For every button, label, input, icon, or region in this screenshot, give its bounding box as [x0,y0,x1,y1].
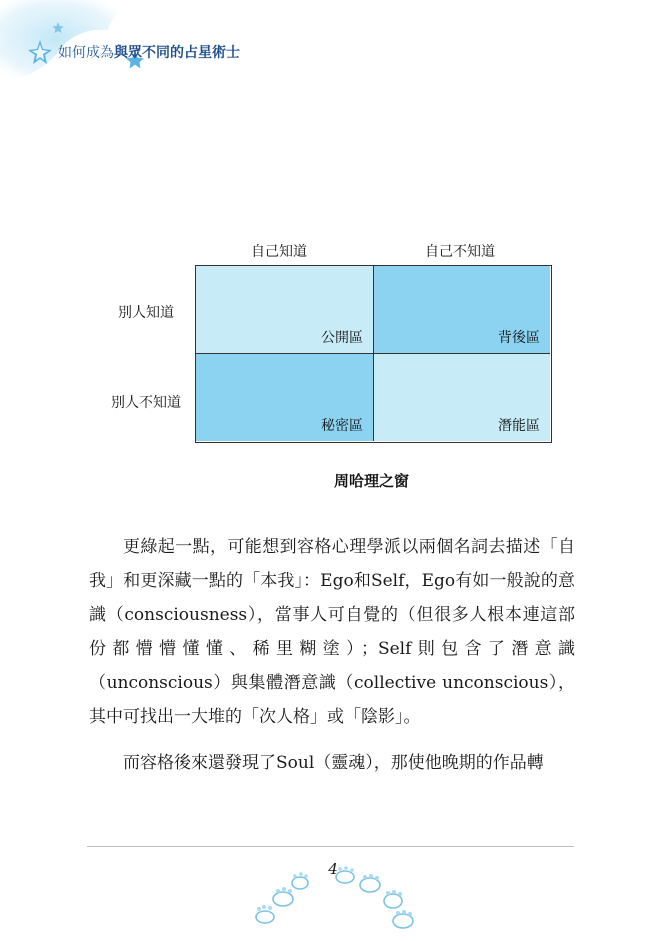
header-title-prefix: 如何成為 [58,45,114,61]
cell-hidden-label: 秘密區 [321,418,363,434]
paragraph-1: 更綠起一點，可能想到容格心理學派以兩個名詞去描述「自我」和更深藏一點的「本我」：Ego和Self，Ego有如一般說的意識（consciousness），當事人可自覺的（但很多人根本連這部份都懵懵懂懂、稀里糊塗）；Self則包含了潛意識（unconscious）與集體潛意識（collective unconscious），其中可找出一大堆的「次人格」或「陰影」。 [89,537,575,727]
row-label-others-unknown: 別人不知道 [111,395,181,411]
cell-open-area [196,266,374,354]
column-label-self-known: 自己知道 [251,244,307,260]
footer-divider [87,846,574,847]
cell-hidden-area [196,354,374,441]
row-label-others-known: 別人知道 [118,305,174,321]
paragraph-2: 而容格後來還發現了Soul（靈魂），那使他晚期的作品轉 [123,753,544,773]
page-number: 4 [328,860,338,878]
column-label-self-unknown: 自己不知道 [425,244,495,260]
cell-unknown-label: 潛能區 [498,418,540,434]
figure-caption: 周哈理之窗 [333,472,409,490]
header-title-emphasis: 與眾不同的占星術士 [114,45,240,61]
cell-blind-label: 背後區 [498,330,540,346]
johari-grid [195,265,552,443]
cell-open-label: 公開區 [321,330,363,346]
cell-unknown-area [374,354,550,441]
cell-blind-area [374,266,550,354]
body-text [89,530,575,780]
